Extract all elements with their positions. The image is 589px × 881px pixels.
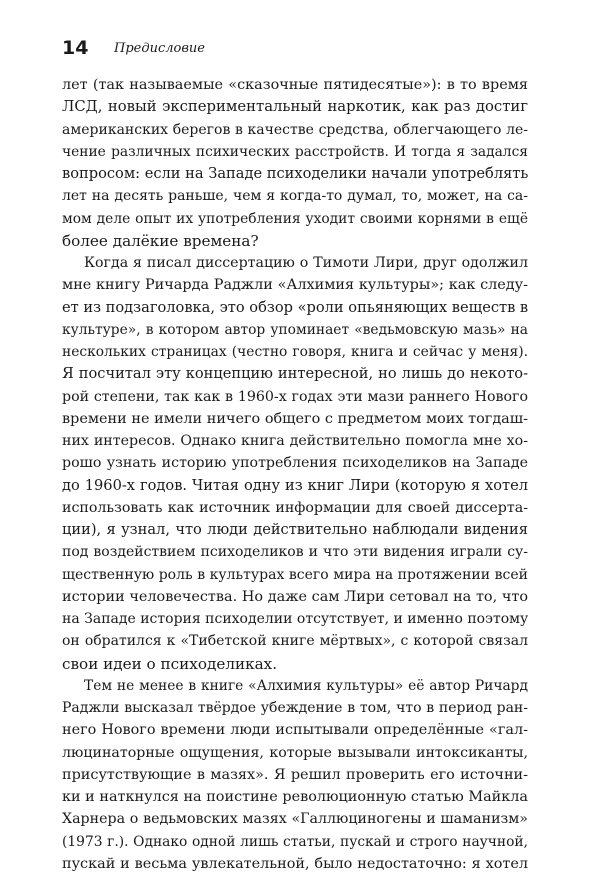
text-line: (1973 г.). Однако одной лишь статьи, пускай и строго научной, [62, 833, 528, 850]
text-line: под воздействием психоделиков и что эти видения играли су- [62, 544, 528, 561]
body-text [62, 74, 528, 875]
text-line: присутствующие в мазях». Я решил проверить его источни- [62, 766, 528, 783]
running-title: Предисловие [114, 41, 205, 56]
text-line: ет из подзаголовка, это обзор «роли опьяняющих веществ в [62, 298, 528, 316]
text-line: Харнера о ведьмовских мазях «Галлюциногены и шаманизм» [62, 811, 528, 828]
running-header [62, 36, 532, 60]
text-line: пускай и весьма увлекательной, было недостаточно: я хотел [62, 855, 528, 872]
text-line: ции), я узнал, что люди действительно наблюдали видения [62, 521, 528, 538]
text-line: рошо узнать историю употребления психоделиков на Западе [62, 455, 528, 472]
text-line: щественную роль в культурах всего мира на протяжении всей [62, 566, 528, 583]
text-line: свои идеи о психоделиках. [62, 654, 278, 673]
text-line: чение различных психических расстройств. И тогда я задался [62, 143, 528, 160]
paragraph [62, 74, 528, 252]
text-line: люцинаторные ощущения, которые вызывали интоксиканты, [62, 744, 528, 761]
text-line: Раджли высказал твёрдое убеждение в том, что в период ран- [62, 700, 528, 716]
text-line: Я посчитал эту концепцию интересной, но лишь до некото- [62, 365, 528, 383]
text-line: Когда я писал диссертацию о Тимоти Лири, друг одолжил [84, 255, 528, 271]
text-line: рой степени, так как в 1960-х годах эти мази раннего Нового [62, 388, 528, 405]
text-line: вопросом: если на Западе психоделики начали употреблять [62, 165, 528, 182]
page-number: 14 [62, 37, 89, 59]
text-line: ЛСД, новый экспериментальный наркотик, как раз достиг [62, 98, 528, 116]
text-line: Тем не менее в книге «Алхимия культуры» её автор Ричард [84, 677, 528, 694]
paragraph [62, 252, 528, 675]
text-line: использовать как источник информации для своей диссерта- [62, 499, 528, 516]
text-line: более далёкие времена? [62, 231, 259, 250]
text-line: мом деле опыт их употребления уходит своими корнями в ещё [62, 210, 528, 227]
text-line: истории человечества. Но даже сам Лири сетовал на то, что [62, 588, 528, 605]
text-line: мне книгу Ричарда Раджли «Алхимия культуры»; как следу- [62, 277, 528, 294]
text-line: на Западе история психоделии отсутствует, и именно поэтому [62, 611, 528, 627]
text-line: времени не имели ничего общего с предметом моих тогдаш- [62, 410, 528, 427]
text-line: ки и наткнулся на поистине революционную статью Майкла [62, 789, 528, 805]
text-line: лет на десять раньше, чем я когда-то думал, то, может, на са- [62, 188, 528, 205]
text-line: американских берегов в качестве средства, облегчающего ле- [62, 121, 528, 138]
text-line: нескольких страницах (честно говоря, книга и сейчас у меня). [62, 344, 528, 360]
text-line: культуре», в котором автор упоминает «ведьмовскую мазь» на [62, 321, 528, 338]
paragraph [62, 675, 528, 875]
text-line: них интересов. Однако книга действительно помогла мне хо- [62, 433, 528, 449]
text-line: лет (так называемые «сказочные пятидесятые»): в то время [62, 77, 528, 93]
text-line: него Нового времени люди испытывали определённые «гал- [62, 722, 528, 739]
text-line: он обратился к «Тибетской книге мёртвых», с которой связал [62, 633, 528, 650]
text-line: до 1960-х годов. Читая одну из книг Лири (которую я хотел [62, 476, 528, 494]
